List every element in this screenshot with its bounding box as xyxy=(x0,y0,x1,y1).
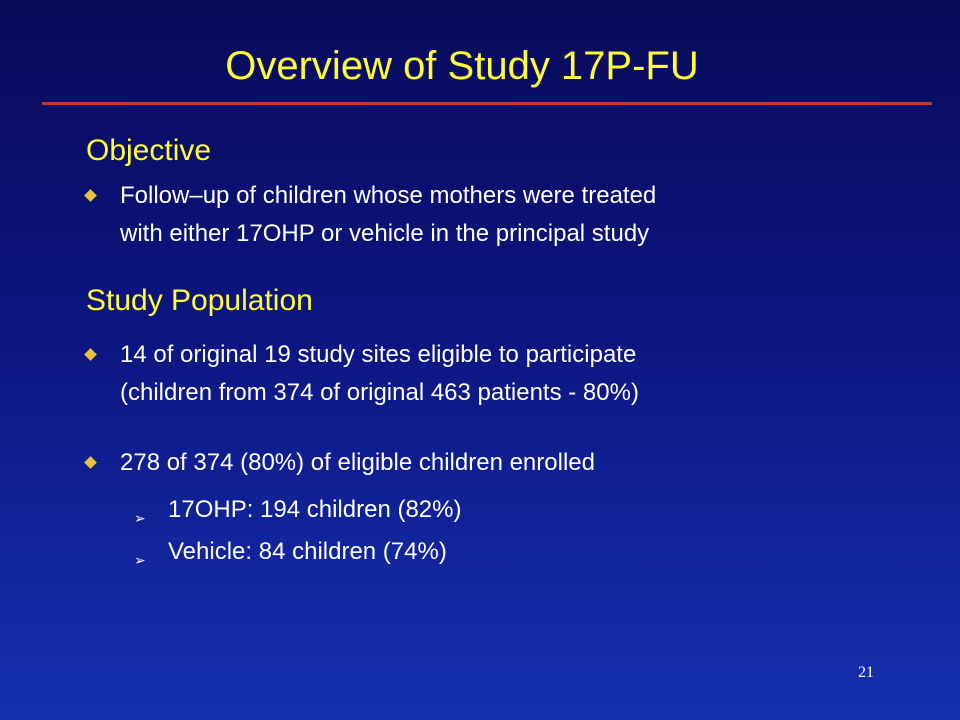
sub-bullet-17ohp xyxy=(134,491,461,529)
sub-bullet-text: Vehicle: 84 children (74%) xyxy=(168,538,447,565)
slide-title: Overview of Study 17P-FU xyxy=(225,44,699,88)
section-heading-objective: Objective xyxy=(86,134,212,167)
sub-bullet-text: 17OHP: 194 children (82%) xyxy=(168,496,462,523)
bullet-population-2 xyxy=(86,444,595,482)
section-heading-study-population: Study Population xyxy=(86,284,313,317)
bullet-text-line: 14 of original 19 study sites eligible to participate xyxy=(120,341,637,368)
bullet-text-line: with either 17OHP or vehicle in the principal study xyxy=(120,220,650,247)
title-divider xyxy=(42,102,932,105)
bullet-objective-1 xyxy=(86,177,656,253)
arrow-bullet-icon: ➢ xyxy=(134,552,146,568)
bullet-text-line: 278 of 374 (80%) of eligible children enrolled xyxy=(120,449,595,476)
bullet-population-1 xyxy=(86,336,639,412)
page-number: 21 xyxy=(858,664,874,681)
arrow-bullet-icon: ➢ xyxy=(134,510,146,526)
bullet-text-line: (children from 374 of original 463 patients - 80%) xyxy=(120,379,639,406)
sub-bullet-vehicle xyxy=(134,533,447,571)
diamond-bullet-icon xyxy=(84,189,97,202)
diamond-bullet-icon xyxy=(84,348,97,361)
bullet-text-line: Follow–up of children whose mothers were treated xyxy=(120,182,657,209)
diamond-bullet-icon xyxy=(84,456,97,469)
